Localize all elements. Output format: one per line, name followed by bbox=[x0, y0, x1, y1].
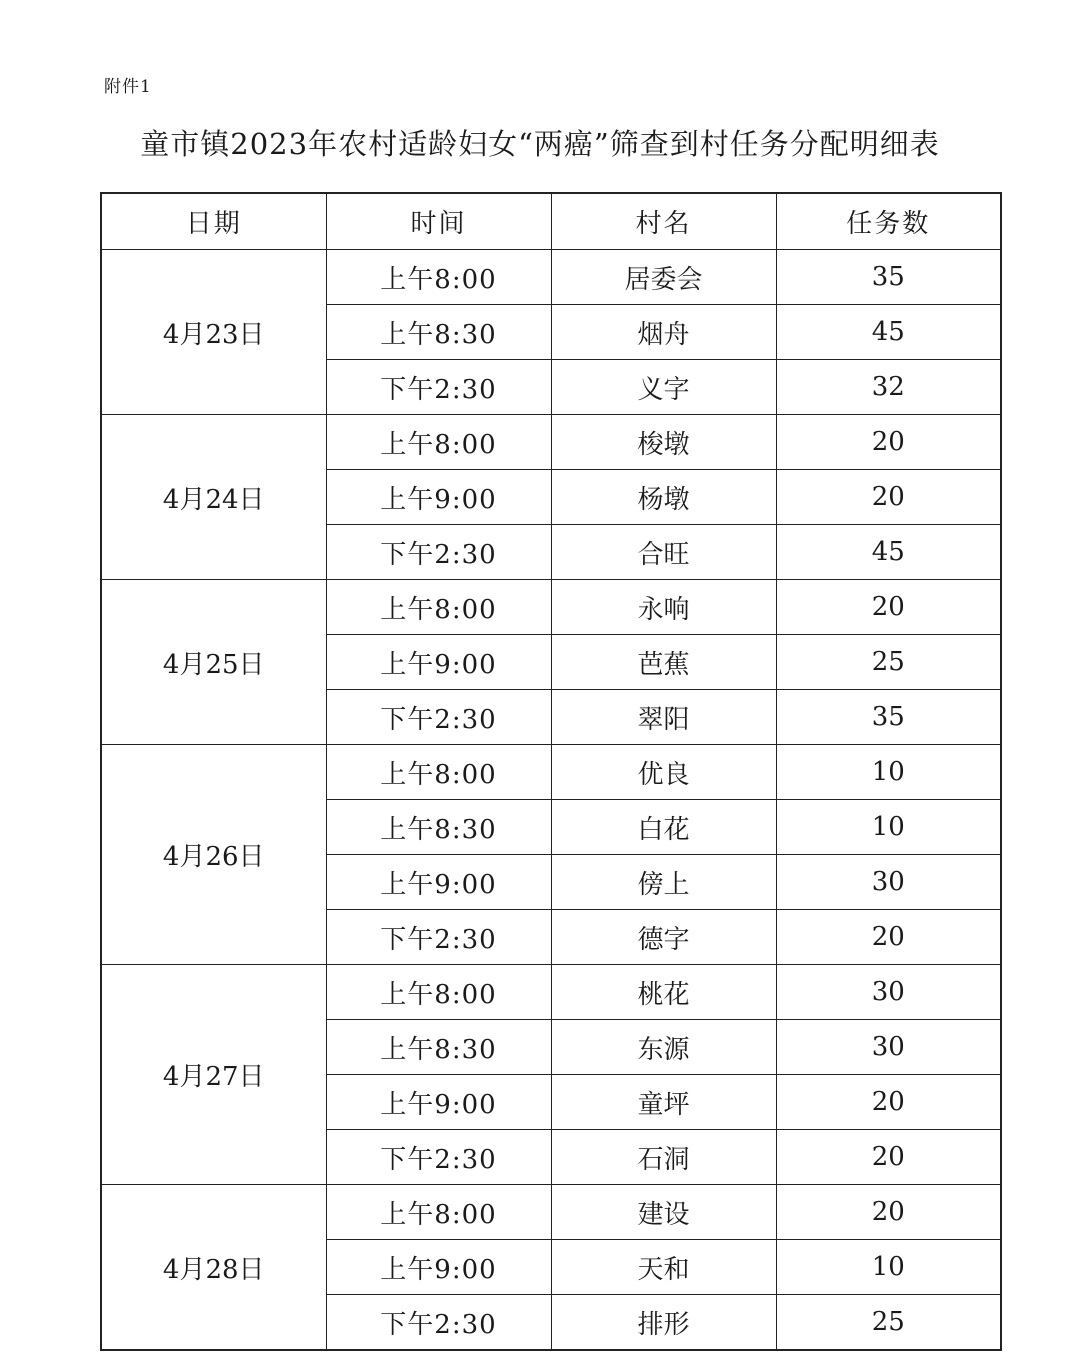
village-cell: 排形 bbox=[551, 1295, 776, 1351]
time-cell: 上午8:00 bbox=[326, 415, 551, 470]
table-row bbox=[101, 965, 1001, 1020]
date-cell: 4月28日 bbox=[101, 1185, 326, 1351]
count-cell: 20 bbox=[776, 1185, 1001, 1240]
table-row bbox=[101, 1185, 1001, 1240]
date-cell: 4月25日 bbox=[101, 580, 326, 745]
count-cell: 30 bbox=[776, 855, 1001, 910]
count-cell: 10 bbox=[776, 745, 1001, 800]
count-cell: 20 bbox=[776, 1075, 1001, 1130]
count-cell: 20 bbox=[776, 910, 1001, 965]
count-cell: 25 bbox=[776, 635, 1001, 690]
time-cell: 上午8:00 bbox=[326, 250, 551, 305]
date-cell: 4月23日 bbox=[101, 250, 326, 415]
village-cell: 桃花 bbox=[551, 965, 776, 1020]
village-cell: 东源 bbox=[551, 1020, 776, 1075]
table-row bbox=[101, 415, 1001, 470]
count-cell: 45 bbox=[776, 305, 1001, 360]
date-cell: 4月24日 bbox=[101, 415, 326, 580]
village-cell: 优良 bbox=[551, 745, 776, 800]
table-body bbox=[101, 250, 1001, 1351]
time-cell: 下午2:30 bbox=[326, 360, 551, 415]
count-cell: 25 bbox=[776, 1295, 1001, 1351]
village-cell: 白花 bbox=[551, 800, 776, 855]
table-header-row bbox=[101, 193, 1001, 250]
village-cell: 芭蕉 bbox=[551, 635, 776, 690]
count-cell: 30 bbox=[776, 1020, 1001, 1075]
village-cell: 义字 bbox=[551, 360, 776, 415]
time-cell: 上午8:30 bbox=[326, 800, 551, 855]
header-village: 村名 bbox=[551, 193, 776, 250]
date-cell: 4月26日 bbox=[101, 745, 326, 965]
village-cell: 石洞 bbox=[551, 1130, 776, 1185]
table-row bbox=[101, 250, 1001, 305]
header-time: 时间 bbox=[326, 193, 551, 250]
village-cell: 建设 bbox=[551, 1185, 776, 1240]
count-cell: 10 bbox=[776, 1240, 1001, 1295]
time-cell: 上午8:00 bbox=[326, 965, 551, 1020]
count-cell: 20 bbox=[776, 580, 1001, 635]
date-cell: 4月27日 bbox=[101, 965, 326, 1185]
count-cell: 20 bbox=[776, 415, 1001, 470]
village-cell: 永响 bbox=[551, 580, 776, 635]
village-cell: 翠阳 bbox=[551, 690, 776, 745]
task-allocation-table bbox=[100, 192, 1002, 1351]
time-cell: 上午8:00 bbox=[326, 580, 551, 635]
time-cell: 下午2:30 bbox=[326, 1295, 551, 1351]
count-cell: 35 bbox=[776, 690, 1001, 745]
village-cell: 德字 bbox=[551, 910, 776, 965]
table-row bbox=[101, 580, 1001, 635]
count-cell: 20 bbox=[776, 1130, 1001, 1185]
count-cell: 20 bbox=[776, 470, 1001, 525]
attachment-label: 附件1 bbox=[104, 77, 152, 97]
village-cell: 梭墩 bbox=[551, 415, 776, 470]
time-cell: 上午8:30 bbox=[326, 1020, 551, 1075]
time-cell: 上午9:00 bbox=[326, 635, 551, 690]
page-title: 童市镇2023年农村适龄妇女“两癌”筛查到村任务分配明细表 bbox=[140, 127, 940, 161]
count-cell: 32 bbox=[776, 360, 1001, 415]
village-cell: 杨墩 bbox=[551, 470, 776, 525]
count-cell: 35 bbox=[776, 250, 1001, 305]
count-cell: 45 bbox=[776, 525, 1001, 580]
header-date: 日期 bbox=[101, 193, 326, 250]
header-count: 任务数 bbox=[776, 193, 1001, 250]
time-cell: 下午2:30 bbox=[326, 910, 551, 965]
village-cell: 童坪 bbox=[551, 1075, 776, 1130]
table-row bbox=[101, 745, 1001, 800]
time-cell: 上午9:00 bbox=[326, 855, 551, 910]
time-cell: 下午2:30 bbox=[326, 690, 551, 745]
time-cell: 上午8:00 bbox=[326, 745, 551, 800]
village-cell: 居委会 bbox=[551, 250, 776, 305]
village-cell: 傍上 bbox=[551, 855, 776, 910]
time-cell: 上午8:00 bbox=[326, 1185, 551, 1240]
time-cell: 下午2:30 bbox=[326, 525, 551, 580]
count-cell: 30 bbox=[776, 965, 1001, 1020]
time-cell: 上午9:00 bbox=[326, 1075, 551, 1130]
village-cell: 合旺 bbox=[551, 525, 776, 580]
time-cell: 上午9:00 bbox=[326, 1240, 551, 1295]
village-cell: 天和 bbox=[551, 1240, 776, 1295]
time-cell: 上午9:00 bbox=[326, 470, 551, 525]
time-cell: 上午8:30 bbox=[326, 305, 551, 360]
time-cell: 下午2:30 bbox=[326, 1130, 551, 1185]
count-cell: 10 bbox=[776, 800, 1001, 855]
village-cell: 烟舟 bbox=[551, 305, 776, 360]
